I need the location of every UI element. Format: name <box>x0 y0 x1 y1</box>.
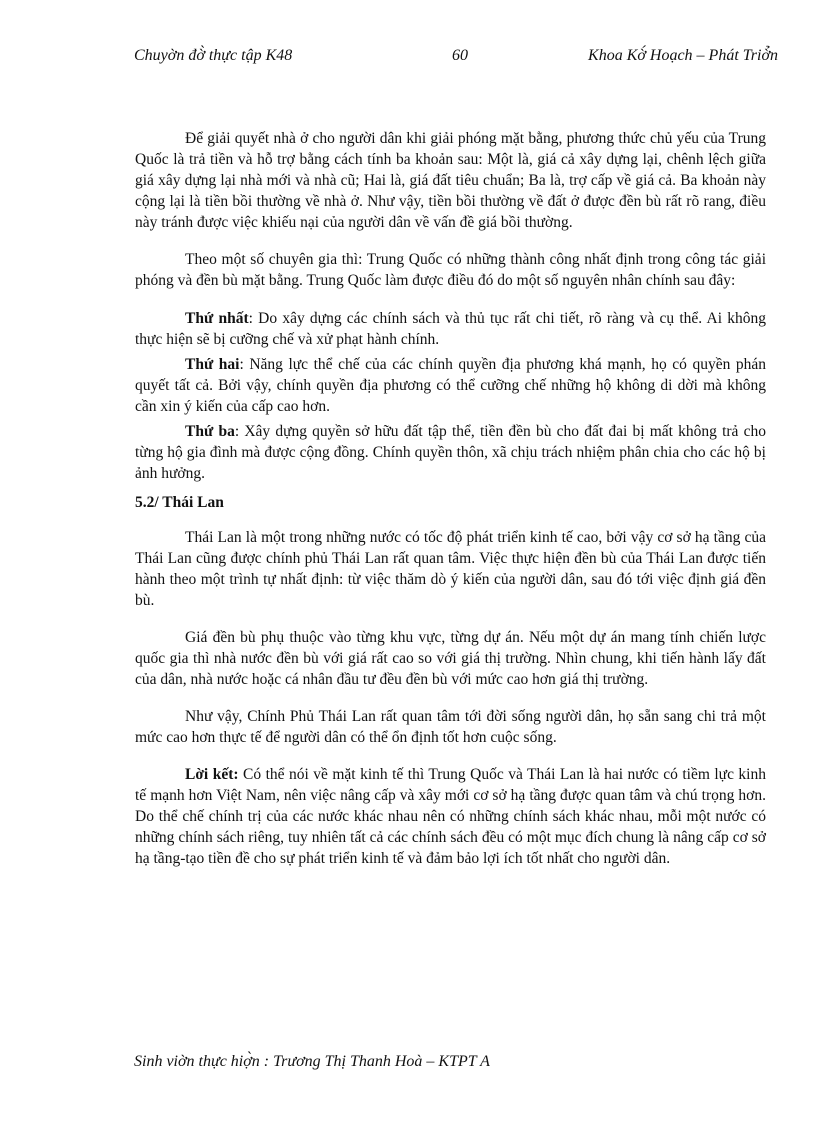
reason-first-text: : Do xây dựng các chính sách và thủ tục rất chi tiết, rõ ràng và cụ thể. Ai không thực hiện sẽ bị cưỡng chế và xử phạt hành chính. <box>135 310 766 348</box>
paragraph-conclusion <box>135 764 766 869</box>
section-title-thailand: 5.2/ Thái Lan <box>135 494 224 511</box>
paragraph-reason-second <box>135 354 766 417</box>
reason-first-label: Thứ nhất <box>185 310 249 327</box>
header-department: Khoa Kờ́ Hoạch – Phát Triờ̉n <box>588 47 778 64</box>
reason-second-label: Thứ hai <box>185 356 240 373</box>
page-header <box>134 47 778 71</box>
paragraph-thailand-pricing: Giá đền bù phụ thuộc vào từng khu vực, từng dự án. Nếu một dự án mang tính chiến lược quốc gia thì nhà nước đền bù với giá rất cao so với giá thị trường. Nhìn chung, khi tiến hành lấy đất của dân, nhà nước hoặc cá nhân đầu tư đều đền bù với mức cao hơn giá thị trường. <box>135 629 766 688</box>
header-divider <box>134 75 778 76</box>
conclusion-text: Có thể nói về mặt kinh tế thì Trung Quốc và Thái Lan là hai nước có tiềm lực kinh tế mạnh hơn Việt Nam, nên việc nâng cấp và xây mới cơ sở hạ tầng được quan tâm và chú trọng hơn. Do thể chế chính trị của các nước khác nhau nên có những chính sách khác nhau, mỗi một nước có những chính sách riêng, tuy nhiên tất cả các chính sách đều có một mục đích chung là nâng cấp cơ sở hạ tầng-tạo tiền đề cho sự phát triển kinh tế và đảm bảo lợi ích tốt nhất cho người dân. <box>135 766 766 867</box>
paragraph-thailand-intro: Thái Lan là một trong những nước có tốc độ phát triển kinh tế cao, bởi vậy cơ sở hạ tầng của Thái Lan cũng được chính phủ Thái Lan rất quan tâm. Việc thực hiện đền bù của Thái Lan được tiến hành theo một trình tự nhất định: từ việc thăm dò ý kiến của người dân, sau đó tới việc định giá đền bù. <box>135 529 766 609</box>
paragraph-thailand-summary: Như vậy, Chính Phủ Thái Lan rất quan tâm tới đời sống người dân, họ sẵn sang chi trả một mức cao hơn thực tế để người dân có thể ổn định tốt hơn cuộc sống. <box>135 708 766 746</box>
header-course-title: Chuyờn đờ̀ thực tập K48 <box>134 47 293 64</box>
reason-third-label: Thứ ba <box>185 423 235 440</box>
paragraph-china-housing: Để giải quyết nhà ở cho người dân khi giải phóng mặt bằng, phương thức chủ yếu của Trung Quốc là trả tiền và hỗ trợ bằng cách tính ba khoản sau: Một là, giá cả xây dựng lại, chênh lệch giữa giá xây dựng lại nhà mới và nhà cũ; Hai là, giá đất tiêu chuẩn; Ba là, trợ cấp về giá cả. Ba khoản này cộng lại là tiền bồi thường về nhà ở. Như vậy, tiền bồi thường về đất ở được đền bù rất rõ rang, điều này tránh được việc khiếu nại của người dân về vấn đề giá bồi thường. <box>135 130 766 231</box>
page-footer: Sinh viờn thực hiợ̀n : Trương Thị Thanh Hoà – KTPT A <box>134 1053 490 1070</box>
conclusion-label: Lời kết: <box>185 766 239 783</box>
reason-second-text: : Năng lực thể chế của các chính quyền địa phương khá mạnh, họ có quyền phán quyết tất cả. Bởi vậy, chính quyền địa phương có thể cưỡng chế những hộ không di dời mà không cần xin ý kiến của cấp cao hơn. <box>135 356 767 415</box>
document-body <box>135 128 766 869</box>
paragraph-china-success: Theo một số chuyên gia thì: Trung Quốc có những thành công nhất định trong công tác giải phóng và đền bù mặt bằng. Trung Quốc làm được điều đó do một số nguyên nhân chính sau đây: <box>135 251 766 289</box>
paragraph-reason-third <box>135 421 766 484</box>
page-number: 60 <box>452 47 468 64</box>
paragraph-reason-first <box>135 308 766 350</box>
reason-third-text: : Xây dựng quyền sở hữu đất tập thể, tiền đền bù cho đất đai bị mất không trả cho từng hộ gia đình mà được cộng đồng. Chính quyền thôn, xã chịu trách nhiệm phân chia cho các hộ bị ảnh hưởng. <box>135 423 766 482</box>
